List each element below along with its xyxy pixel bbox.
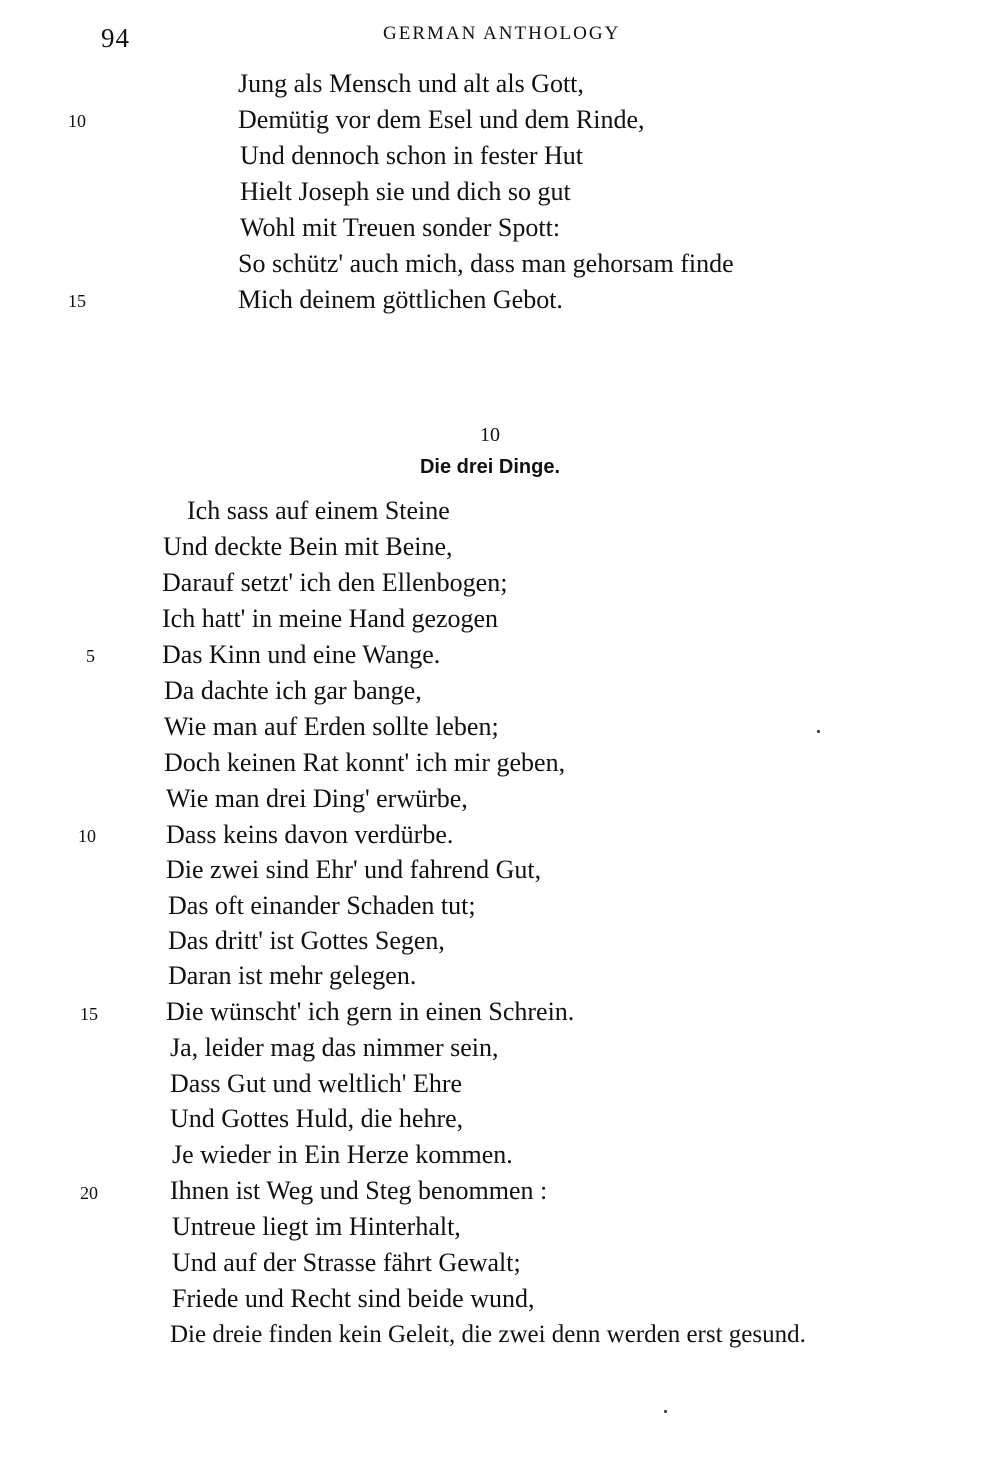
poem-line: Hielt Joseph sie und dich so gut bbox=[240, 177, 571, 206]
poem-line: Ihnen ist Weg und Steg benommen : bbox=[170, 1176, 548, 1205]
poem-line: Wie man drei Ding' erwürbe, bbox=[166, 784, 468, 813]
poem-line: Das oft einander Schaden tut; bbox=[168, 891, 476, 920]
poem-line: Dass keins davon verdürbe. bbox=[166, 820, 454, 849]
poem-line: Demütig vor dem Esel und dem Rinde, bbox=[238, 105, 645, 134]
poem-line: Je wieder in Ein Herze kommen. bbox=[172, 1140, 513, 1169]
poem-line: Wohl mit Treuen sonder Spott: bbox=[240, 213, 561, 242]
line-number: 15 bbox=[68, 291, 86, 311]
page-number: 94 bbox=[101, 23, 130, 53]
poem-line: Ich hatt' in meine Hand gezogen bbox=[162, 604, 499, 633]
poem-line: Und auf der Strasse fährt Gewalt; bbox=[172, 1248, 521, 1277]
line-number: 15 bbox=[80, 1004, 98, 1024]
poem-line: Da dachte ich gar bange, bbox=[164, 676, 422, 705]
line-number: 10 bbox=[68, 111, 86, 131]
poem-line: Friede und Recht sind beide wund, bbox=[172, 1284, 535, 1313]
poem-number: 10 bbox=[480, 424, 500, 446]
poem-line: Ich sass auf einem Steine bbox=[187, 496, 450, 525]
poem-title: Die drei Dinge. bbox=[419, 456, 561, 478]
poem-line: Die zwei sind Ehr' und fahrend Gut, bbox=[166, 855, 542, 884]
poem-line: Und deckte Bein mit Beine, bbox=[163, 532, 453, 561]
poem-line: Das dritt' ist Gottes Segen, bbox=[168, 926, 445, 955]
poem-line: Wie man auf Erden sollte leben; bbox=[164, 712, 499, 741]
poem-line: Die wünscht' ich gern in einen Schrein. bbox=[166, 997, 575, 1026]
poem-line: Mich deinem göttlichen Gebot. bbox=[238, 285, 563, 314]
line-number: 20 bbox=[80, 1183, 98, 1203]
scan-speck bbox=[817, 730, 820, 733]
poem-line: Und dennoch schon in fester Hut bbox=[240, 141, 583, 170]
poem-line: Jung als Mensch und alt als Gott, bbox=[238, 69, 584, 98]
poem-line: So schütz' auch mich, dass man gehorsam finde bbox=[238, 249, 734, 278]
poem-line: Untreue liegt im Hinterhalt, bbox=[172, 1212, 461, 1241]
line-number: 5 bbox=[86, 646, 95, 666]
scan-speck bbox=[664, 1410, 667, 1413]
poem-line: Doch keinen Rat konnt' ich mir geben, bbox=[164, 748, 566, 777]
poem-line: Das Kinn und eine Wange. bbox=[162, 640, 441, 669]
poem-line: Darauf setzt' ich den Ellenbogen; bbox=[162, 568, 508, 597]
poem-line: Die dreie finden kein Geleit, die zwei denn werden erst gesund. bbox=[170, 1321, 806, 1348]
poem-line: Dass Gut und weltlich' Ehre bbox=[170, 1069, 463, 1098]
line-number: 10 bbox=[78, 826, 96, 846]
poem-line: Und Gottes Huld, die hehre, bbox=[170, 1104, 464, 1133]
poem-line: Daran ist mehr gelegen. bbox=[168, 961, 417, 990]
poem-line: Ja, leider mag das nimmer sein, bbox=[170, 1033, 499, 1062]
running-head: GERMAN ANTHOLOGY bbox=[383, 23, 621, 44]
